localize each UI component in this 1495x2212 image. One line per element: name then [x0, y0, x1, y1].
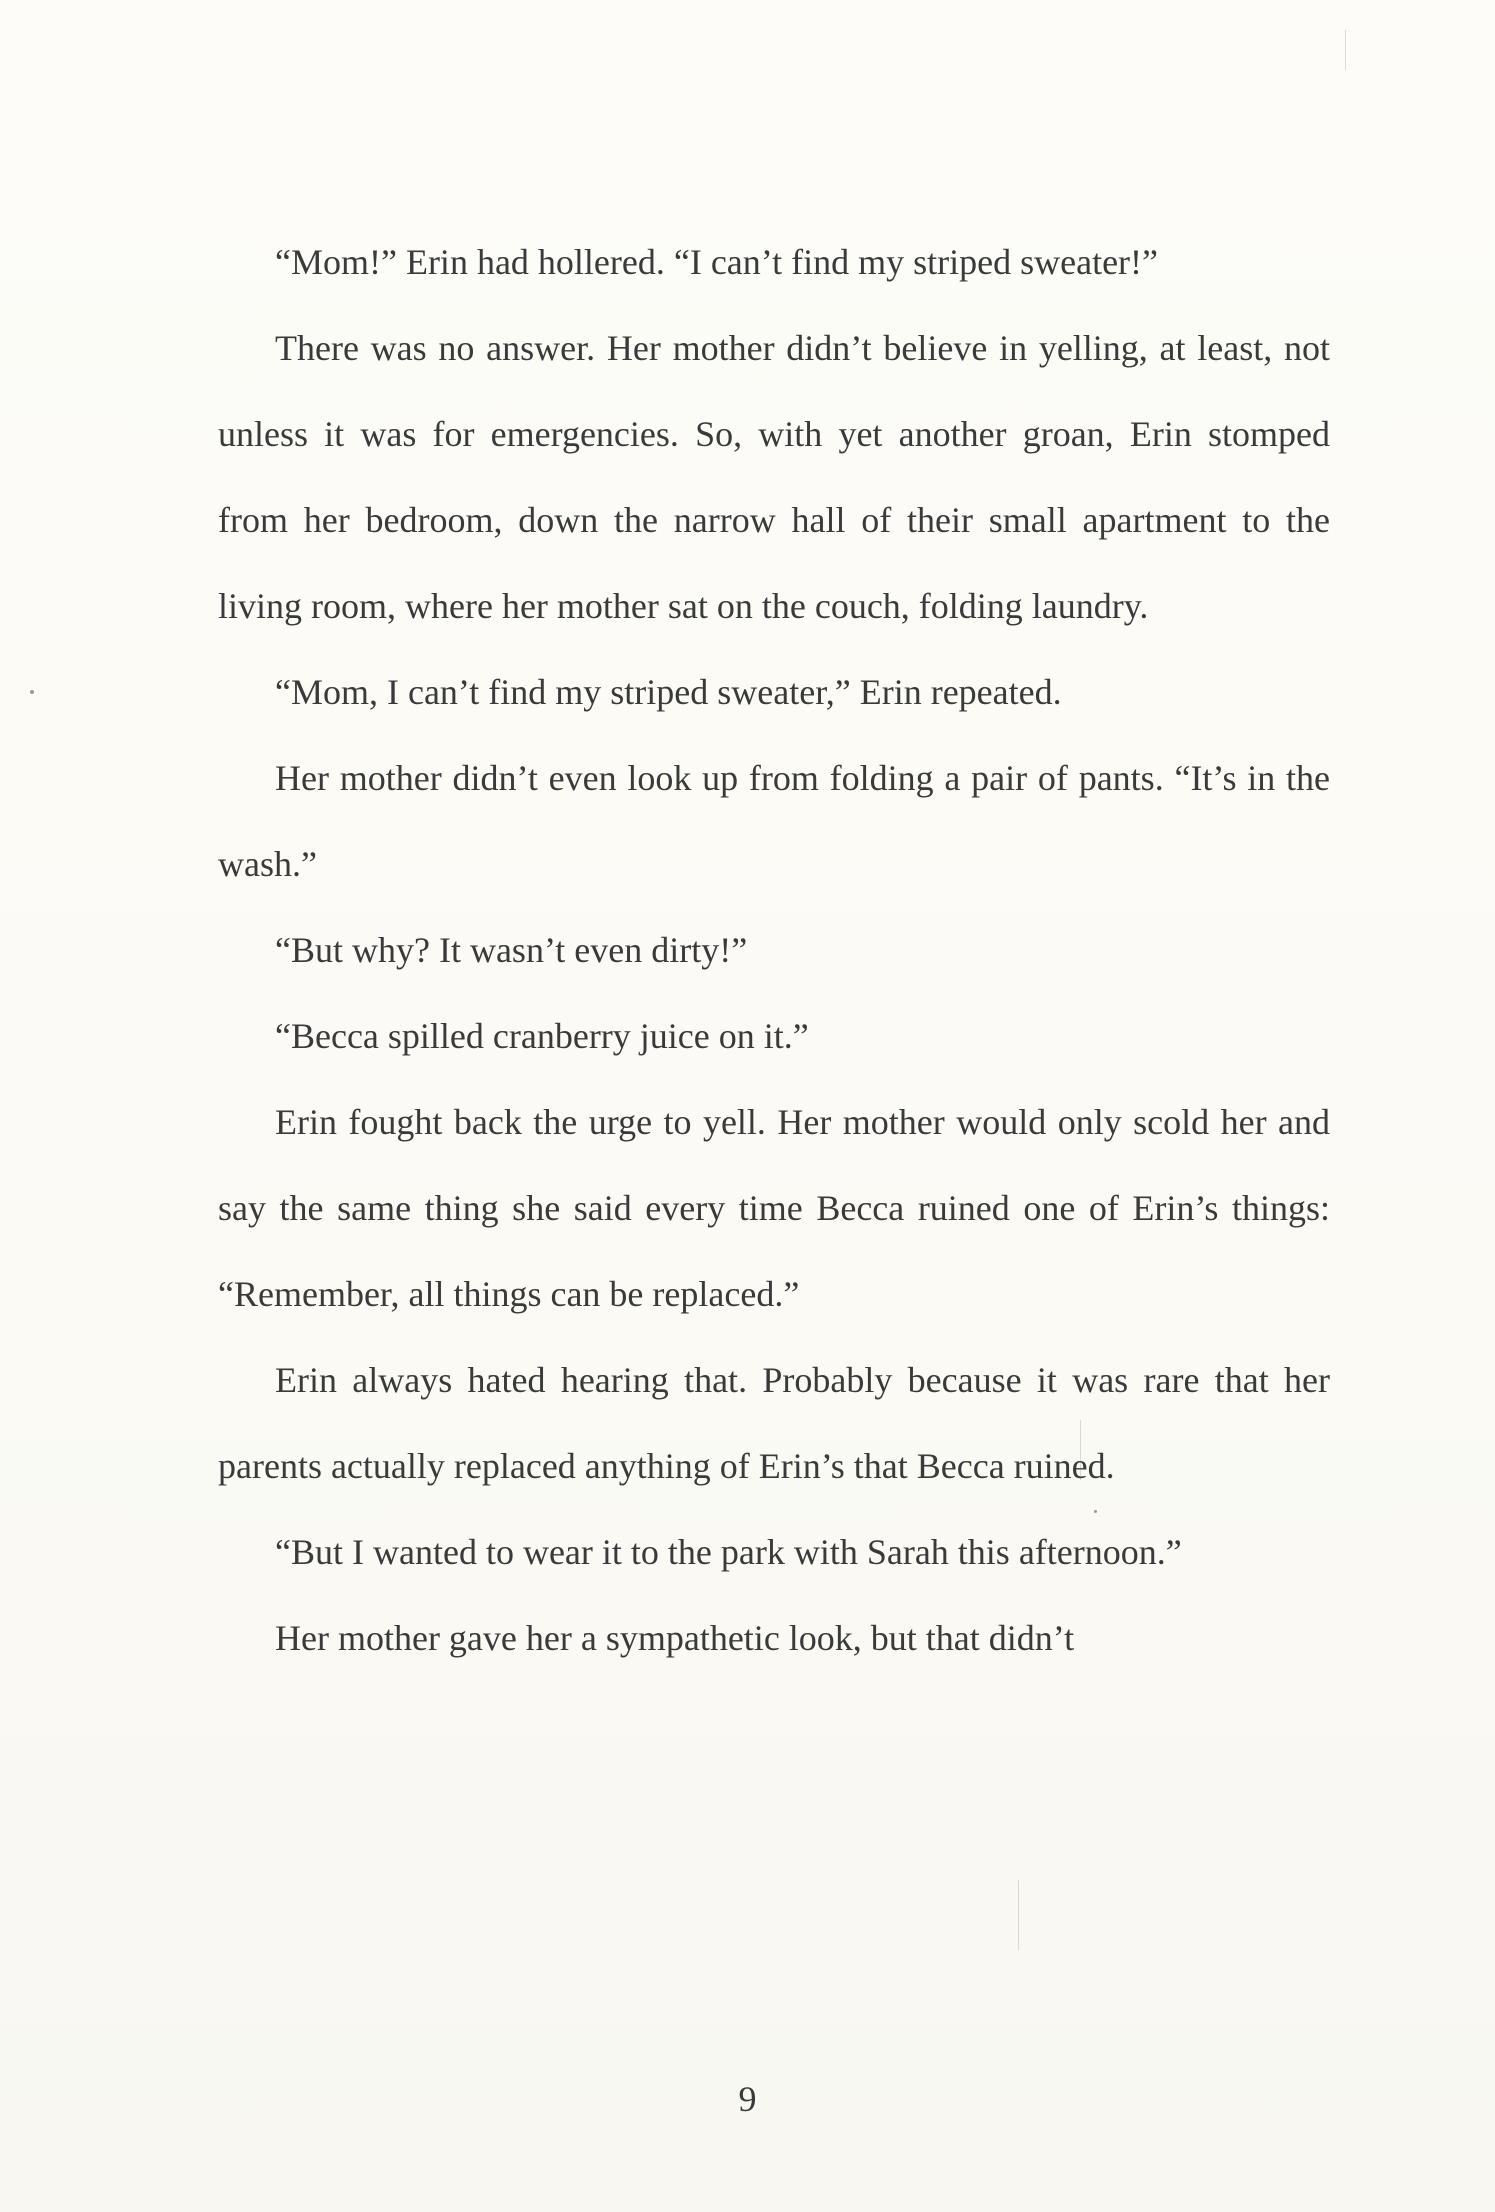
paragraph: Erin fought back the urge to yell. Her mother would only scold her and say the same thing she said every time Becca ruined one of Erin’s things: “Remember, all things can be replaced.”	[218, 1102, 1330, 1314]
page-number: 9	[738, 2079, 757, 2119]
paragraph: Her mother gave her a sympathetic look, but that didn’t	[275, 1618, 1075, 1658]
paragraph: “Mom, I can’t find my striped sweater,” Erin repeated.	[275, 672, 1062, 712]
paragraph: “But I wanted to wear it to the park with Sarah this afternoon.”	[275, 1532, 1182, 1572]
paragraph: There was no answer. Her mother didn’t believe in yelling, at least, not unless it was for emergencies. So, with yet another groan, Erin stomped from her bedroom, down the narrow hall of their small apartment to the living room, where her mother sat on the couch, folding laundry.	[218, 328, 1330, 626]
scan-scratch	[1018, 1880, 1019, 1950]
paragraph: “But why? It wasn’t even dirty!”	[275, 930, 748, 970]
scan-scratch	[1080, 1420, 1081, 1480]
paragraph: Erin always hated hearing that. Probably because it was rare that her parents actually replaced anything of Erin’s that Becca ruined.	[218, 1360, 1330, 1486]
paragraph: “Mom!” Erin had hollered. “I can’t find my striped sweater!”	[275, 242, 1159, 282]
scan-speck	[30, 690, 34, 694]
scan-scratch	[1345, 30, 1346, 70]
body-text	[218, 219, 1330, 1681]
scan-speck	[1094, 1510, 1097, 1513]
paragraph: Her mother didn’t even look up from folding a pair of pants. “It’s in the wash.”	[218, 758, 1330, 884]
paragraph: “Becca spilled cranberry juice on it.”	[275, 1016, 809, 1056]
